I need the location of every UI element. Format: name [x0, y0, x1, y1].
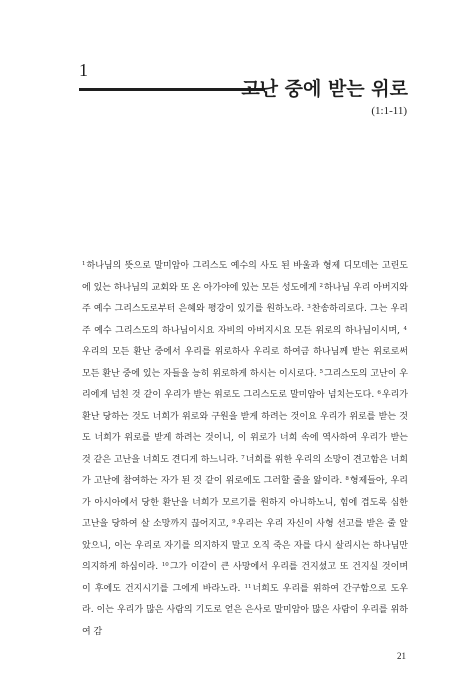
body-text — [82, 256, 408, 643]
verse-number: 6 — [377, 390, 381, 396]
verse-number: 7 — [241, 454, 245, 461]
verse-text: 너희도 우리를 위하여 간구함으로 도우라. 이는 우리가 많은 사람의 기도로 얻은 은사로 말미암아 많은 사람이 우리를 위하여 감 — [82, 583, 408, 637]
verse-text: 하나님의 뜻으로 말미암아 그리스도 예수의 사도 된 바울과 형제 디모데는 고린도에 있는 하나님의 교회와 또 온 아가야에 있는 모든 성도에게 — [82, 261, 408, 293]
verse-number: 9 — [232, 519, 236, 525]
verse-text: 그가 이같이 큰 사망에서 우리를 건지셨고 또 건지실 것이며 이 후에도 건지시기를 그에게 바라노라. — [82, 562, 409, 594]
verse-text: 우리의 모든 환난 중에서 우리를 위로하사 우리로 하여금 하나님께 받는 위로로써 모든 환난 중에 있는 자들을 능히 위로하게 하시는 이시로다. — [82, 347, 408, 379]
verse-text: 너희를 위한 우리의 소망이 견고함은 너희가 고난에 참여하는 자가 된 것 같이 위로에도 그러할 줄을 앎이라. — [82, 454, 408, 486]
verse-number: 11 — [244, 583, 252, 590]
chapter-rule — [79, 88, 265, 91]
verse-text: 찬송하리로다. 그는 우리 주 예수 그리스도의 하나님이시요 자비의 아버지시요 모든 위로의 하나님이시며, — [82, 304, 408, 336]
verse-text: 형제들아, 우리가 아시아에서 당한 환난을 너희가 모르기를 원하지 아니하노니, 힘에 겹도록 심한 고난을 당하여 살 소망까지 끊어지고, — [82, 476, 408, 529]
verse-text: 우리가 환난 당하는 것도 너희가 위로와 구원을 받게 하려는 것이요 우리가 위로를 받는 것도 너희가 위로를 받게 하려는 것이니, 이 위로가 너희 속에 역사하여 우리가 받는 것 같은 고난을 너희도 견디게 하느니라. — [82, 390, 408, 465]
verse-text: 우리는 우리 자신이 사형 선고를 받은 줄 알았으니, 이는 우리로 자기를 의지하지 말고 오직 죽은 자를 다시 살리시는 하나님만 의지하게 하심이라. — [82, 519, 409, 572]
verse-number: 1 — [82, 261, 86, 267]
page-number: 21 — [397, 651, 406, 661]
chapter-reference: (1:1-11) — [371, 105, 407, 117]
verse-text: 그리스도의 고난이 우리에게 넘친 것 같이 우리가 받는 위로도 그리스도로 말미암아 넘치는도다. — [82, 368, 408, 400]
verse-number: 10 — [161, 562, 169, 568]
verse-number: 8 — [345, 476, 349, 482]
chapter-number: 1 — [79, 60, 88, 80]
verse-number: 3 — [307, 304, 311, 310]
verse-number: 5 — [319, 368, 323, 375]
verse-number: 2 — [319, 282, 323, 289]
chapter-title: 고난 중에 받는 위로 — [241, 78, 408, 100]
verse-text: 하나님 우리 아버지와 주 예수 그리스도로부터 은혜와 평강이 있기를 원하노라. — [82, 282, 408, 314]
verse-number: 4 — [403, 325, 407, 332]
